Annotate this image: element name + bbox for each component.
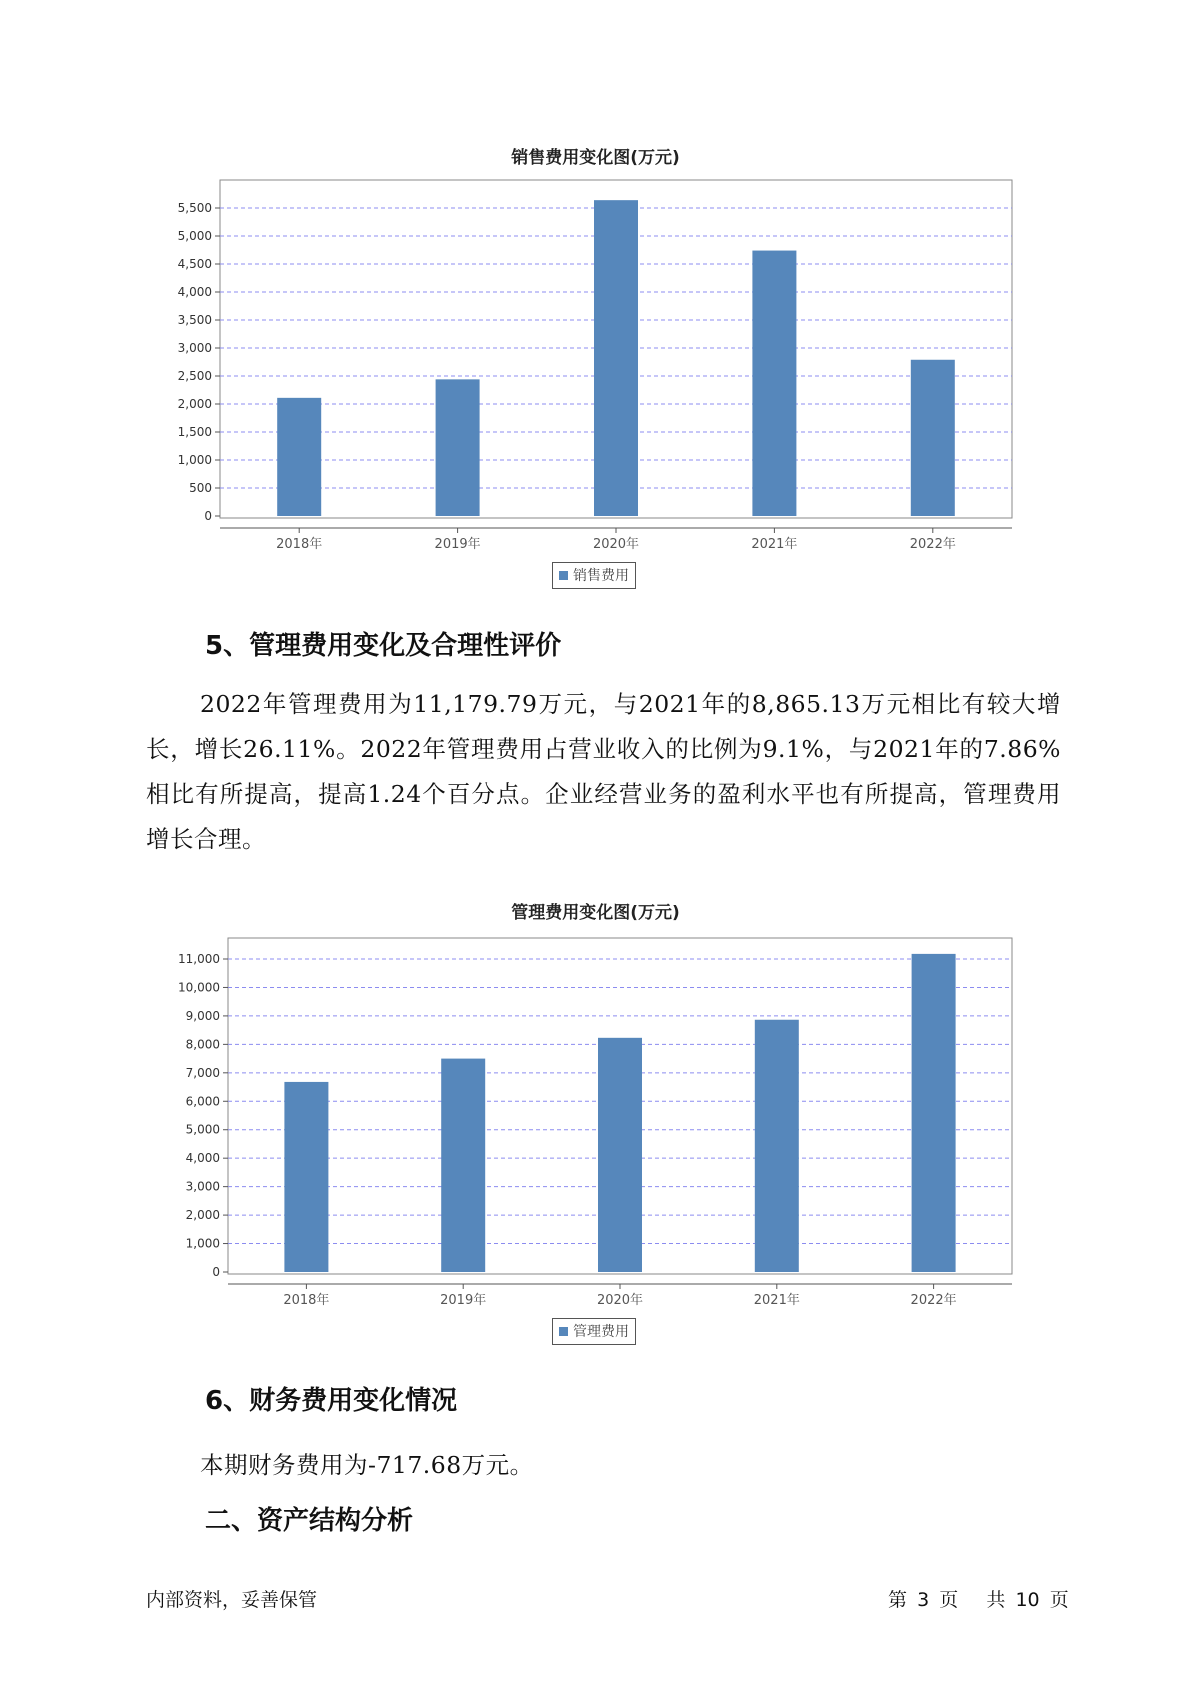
y-tick-label: 3,500 [177,313,212,327]
y-tick-label: 2,000 [177,397,212,411]
legend-swatch [559,571,568,580]
y-tick-label: 0 [212,1265,220,1279]
page-prefix: 第 [888,1589,908,1611]
footer-page-number [886,1585,1071,1612]
section-6-text: 本期财务费用为-717.68万元。 [200,1451,534,1479]
section-2-heading: 二、资产结构分析 [205,1506,414,1536]
y-tick-label: 9,000 [185,1008,220,1023]
y-tick-label: 11,000 [178,952,220,966]
y-tick-label: 1,000 [177,453,212,467]
y-tick-label: 2,000 [185,1208,220,1223]
y-tick-label: 10,000 [178,980,220,995]
legend-label: 销售费用 [573,568,629,584]
admin-chart-title: 管理费用变化图(万元) [511,903,680,923]
total-prefix: 共 [986,1589,1006,1611]
admin-chart-legend [552,1318,636,1345]
y-tick-label: 5,500 [177,201,212,215]
bar [284,1082,328,1272]
y-tick-label: 2,500 [177,369,212,383]
x-tick-label: 2018年 [276,537,323,552]
section-5-heading: 5、管理费用变化及合理性评价 [205,631,562,661]
x-tick-label: 2020年 [596,1293,644,1308]
page-unit: 页 [939,1589,959,1611]
x-tick-label: 2022年 [909,537,956,552]
page-current: 3 [917,1589,930,1611]
footer-confidential-note: 内部资料，妥善保管 [146,1589,318,1611]
y-tick-label: 4,500 [177,257,212,271]
y-tick-label: 6,000 [185,1094,220,1109]
admin-expense-chart [0,756,1191,1308]
bar [912,954,956,1272]
x-tick-label: 2021年 [751,537,798,552]
x-tick-label: 2021年 [753,1293,800,1308]
bar [594,200,638,516]
section-6-heading: 6、财务费用变化情况 [205,1386,458,1416]
legend-swatch [559,1327,568,1336]
y-tick-label: 4,000 [177,285,212,299]
y-tick-label: 8,000 [185,1037,220,1052]
y-tick-label: 5,000 [185,1122,220,1137]
y-tick-label: 1,500 [177,425,212,439]
x-tick-label: 2022年 [910,1293,957,1308]
y-tick-label: 5,000 [177,229,212,243]
bar [752,251,796,516]
y-tick-label: 1,000 [185,1236,220,1251]
x-tick-label: 2019年 [434,537,481,552]
section-5-paragraph: 2022年管理费用为11,179.79万元，与2021年的8,865.13万元相比有较大增长，增长26.11%。2022年管理费用占营业收入的比例为9.1%，与2021年的7.86%相比有所提高，提高1.24个百分点。企业经营业务的盈利水平也有所提高，管理费用增长合理。 [146,690,1061,853]
bar [598,1038,642,1272]
sales-chart-legend [552,562,636,589]
y-tick-label: 0 [204,509,212,523]
x-tick-label: 2019年 [440,1293,487,1308]
y-tick-label: 500 [189,481,212,495]
total-unit: 页 [1049,1589,1069,1611]
y-tick-label: 3,000 [185,1179,220,1194]
bar [436,379,480,516]
bar [277,398,321,516]
y-tick-label: 4,000 [185,1151,220,1166]
bar [755,1020,799,1272]
x-tick-label: 2020年 [592,537,640,552]
sales-expense-chart [0,0,1191,552]
legend-label: 管理费用 [573,1324,629,1340]
x-tick-label: 2018年 [283,1293,330,1308]
bar [911,360,955,516]
y-tick-label: 7,000 [185,1065,220,1080]
bar [441,1059,485,1272]
y-tick-label: 3,000 [177,341,212,355]
sales-chart-title: 销售费用变化图(万元) [511,148,680,168]
page-total: 10 [1015,1589,1040,1611]
